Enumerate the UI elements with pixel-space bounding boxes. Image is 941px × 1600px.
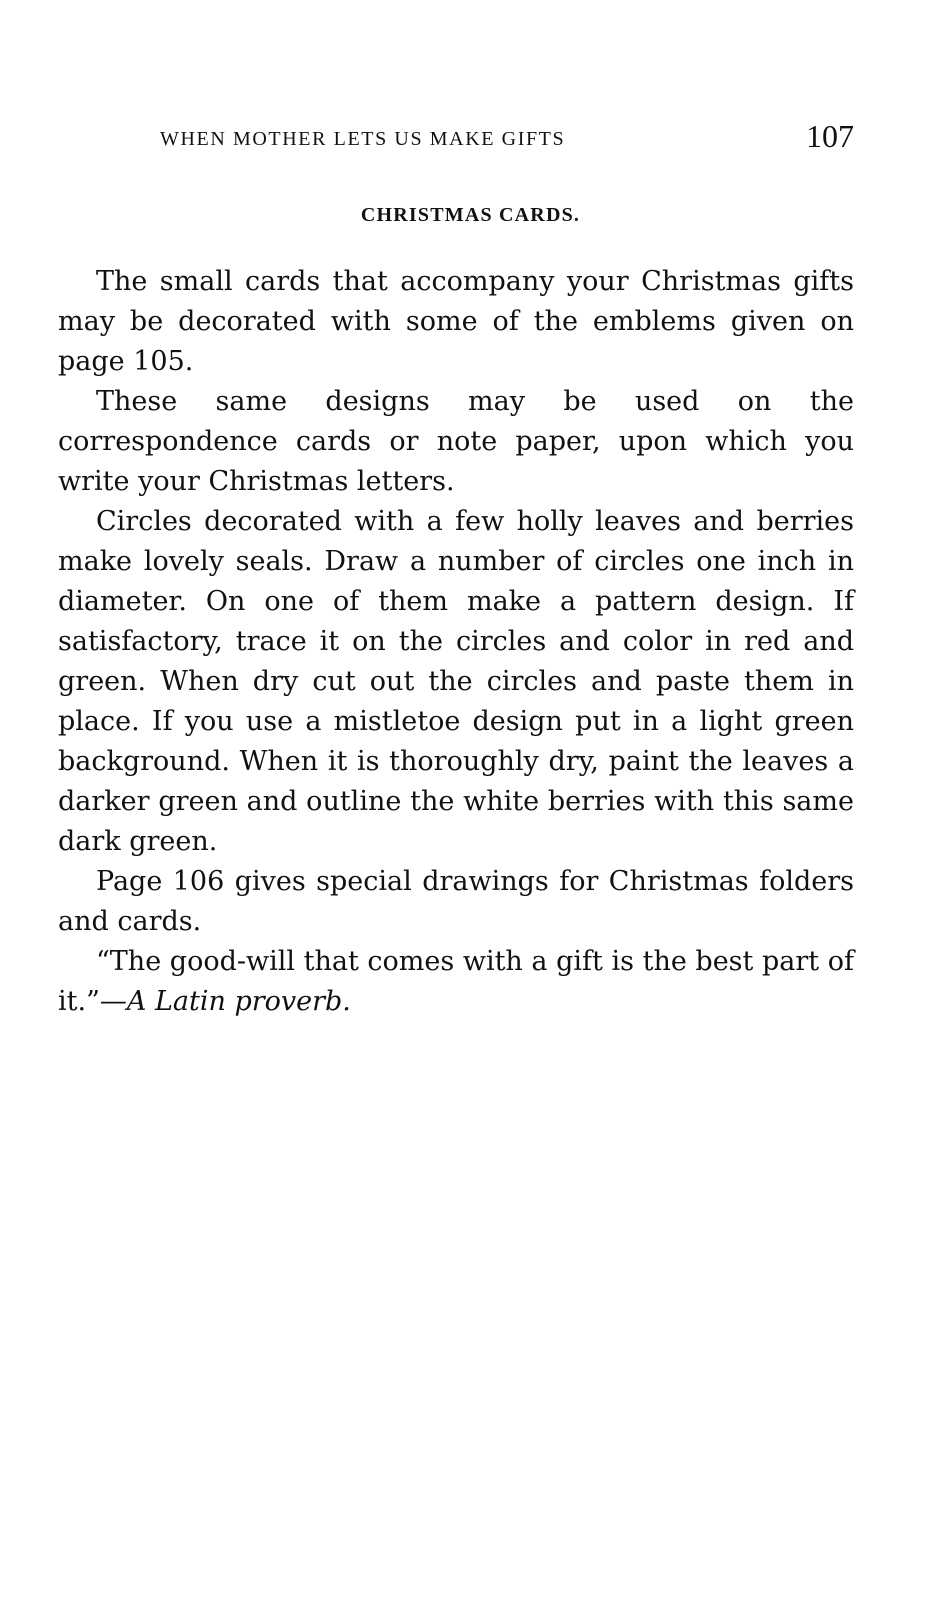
running-title: WHEN MOTHER LETS US MAKE GIFTS <box>160 128 566 150</box>
paragraph-1: The small cards that accompany your Christmas gifts may be decorated with some of the emblems given on page 105. <box>58 266 854 377</box>
paragraph-3: Circles decorated with a few holly leaves and berries make lovely seals. Draw a number of circles one inch in diameter. On one of them make a pattern design. If satisfactory, trace it on the circles and color in red and green. When dry cut out the circles and paste them in place. If you use a mistletoe design put in a light green background. When it is thoroughly dry, paint the leaves a darker green and outline the white berries with this same dark green. <box>58 506 854 857</box>
section-title: CHRISTMAS CARDS. <box>360 204 581 226</box>
quote-attribution: A Latin proverb. <box>126 986 351 1017</box>
body-text <box>58 262 854 1022</box>
paragraph-2: These same designs may be used on the correspondence cards or note paper, upon which you write your Christmas letters. <box>58 386 854 497</box>
paragraph-4: Page 106 gives special drawings for Christmas folders and cards. <box>58 866 854 937</box>
page-number: 107 <box>806 118 854 154</box>
quote-text: “The good-will that comes with a gift is the best part of it.”— <box>58 946 854 1017</box>
quote-paragraph <box>58 942 854 1022</box>
running-head <box>160 118 854 158</box>
